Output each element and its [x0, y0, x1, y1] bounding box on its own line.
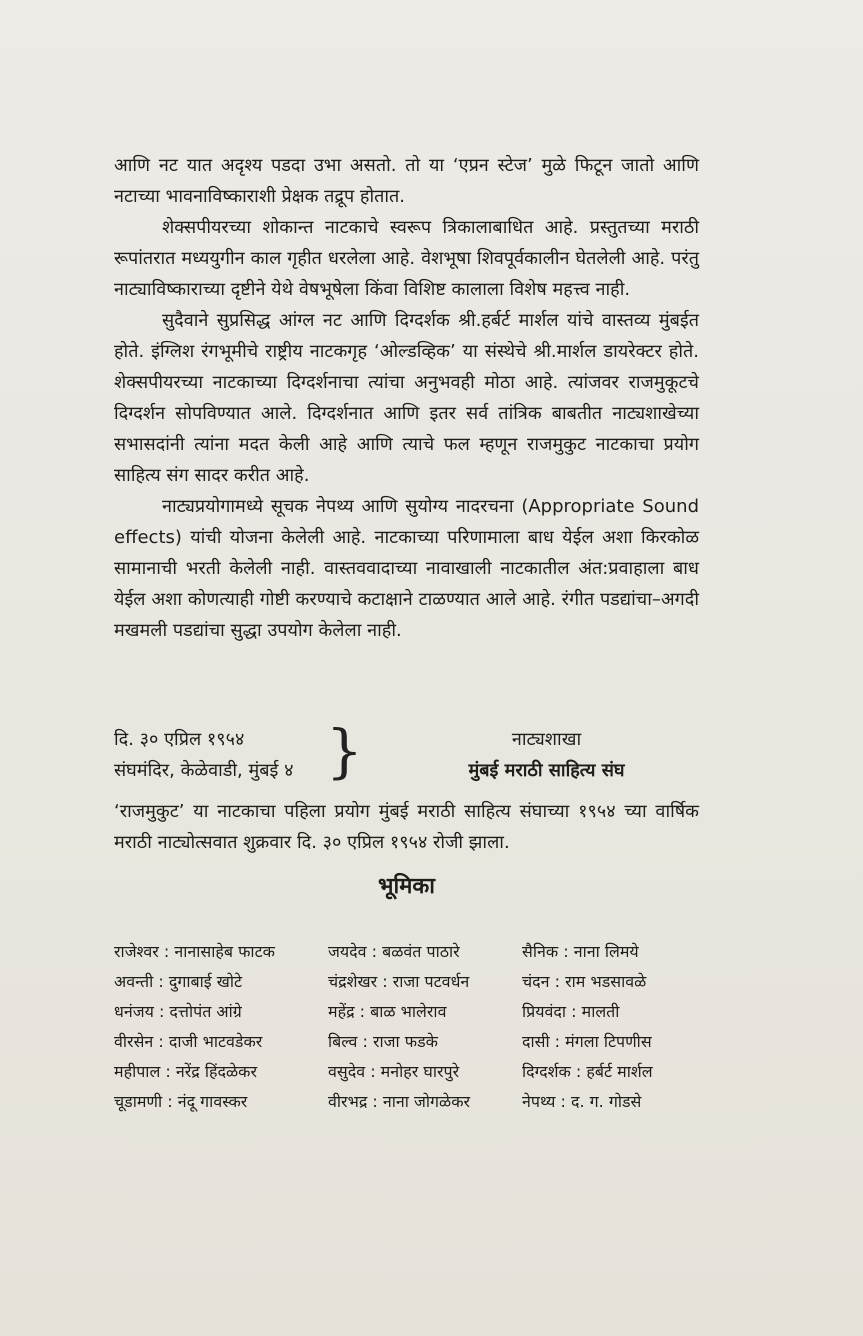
- signature-organization: मुंबई मराठी साहित्य संघ: [468, 760, 625, 781]
- cast-entry: अवन्ती : दुगाबाई खोटे: [114, 972, 243, 991]
- cast-entry: चूडामणी : नंदू गावस्कर: [114, 1092, 248, 1111]
- cast-row: [114, 1027, 699, 1057]
- signature-place: संघमंदिर, केळेवाडी, मुंबई ४: [114, 760, 294, 781]
- cast-entry: दिग्दर्शक : हर्बर्ट मार्शल: [522, 1062, 653, 1081]
- signature-right: [394, 724, 699, 786]
- cast-entry: जयदेव : बळवंत पाठारे: [328, 942, 460, 961]
- paragraph-2: शेक्सपीयरच्या शोकान्त नाटकाचे स्वरूप त्रिकालाबाधित आहे. प्रस्तुतच्या मराठी रूपांतरात मध्ययुगीन काल गृहीत धरलेला आहे. वेशभूषा शिवपूर्वकालीन घेतलेली आहे. परंतु नाट्याविष्काराच्या दृष्टीने येथे वेषभूषेला किंवा विशिष्ट कालाला विशेष महत्त्व नाही.: [114, 217, 699, 300]
- cast-heading: भूमिका: [378, 874, 435, 899]
- paragraph-3: सुदैवाने सुप्रसिद्ध आंग्ल नट आणि दिग्दर्शक श्री.हर्बर्ट मार्शल यांचे वास्तव्य मुंबईत होते. इंग्लिश रंगभूमीचे राष्ट्रीय नाटकगृह ‘ओल्डव्हिक’ या संस्थेचे श्री.मार्शल डायरेक्टर होते. शेक्सपीयरच्या नाटकाच्या दिग्दर्शनाचा त्यांचा अनुभवही मोठा आहे. त्यांजवर राजमुकूटचे दिग्दर्शन सोपविण्यात आले. दिग्दर्शनात आणि इतर सर्व तांत्रिक बाबतीत नाट्यशाखेच्या सभासदांनी त्यांना मदत केली आहे आणि त्याचे फल म्हणून राजमुकुट नाटकाचा प्रयोग साहित्य संग सादर करीत आहे.: [114, 310, 699, 486]
- signature-division: नाट्यशाखा: [511, 729, 582, 750]
- cast-entry: वसुदेव : मनोहर घारपुरे: [328, 1062, 460, 1081]
- cast-row: [114, 997, 699, 1027]
- cast-row: [114, 967, 699, 997]
- cast-entry: नेपथ्य : द. ग. गोडसे: [522, 1092, 642, 1111]
- cast-entry: महेंद्र : बाळ भालेराव: [328, 1002, 447, 1021]
- cast-entry: बिल्व : राजा फडके: [328, 1032, 438, 1051]
- cast-row: [114, 1057, 699, 1087]
- cast-entry: वीरभद्र : नाना जोगळेकर: [328, 1092, 471, 1111]
- cast-entry: प्रियवंदा : मालती: [522, 1002, 620, 1021]
- signature-date: दि. ३० एप्रिल १९५४: [114, 729, 245, 750]
- cast-entry: चंद्रशेखर : राजा पटवर्धन: [328, 972, 470, 991]
- cast-entry: धनंजय : दत्तोपंत आंग्रे: [114, 1002, 242, 1021]
- signature-block: [114, 717, 699, 790]
- signature-left: [114, 724, 293, 786]
- cast-entry: सैनिक : नाना लिमये: [522, 942, 639, 961]
- cast-entry: दासी : मंगला टिपणीस: [522, 1032, 652, 1051]
- cast-row: [114, 1087, 699, 1117]
- brace-symbol: }: [326, 717, 363, 785]
- premiere-note: [114, 796, 699, 858]
- cast-list: [114, 937, 699, 1117]
- cast-entry: राजेश्वर : नानासाहेब फाटक: [114, 942, 275, 961]
- paragraph-1: आणि नट यात अदृश्य पडदा उभा असतो. तो या ‘एप्रन स्टेज’ मुळे फिटून जातो आणि नटाच्या भावनाविष्काराशी प्रेक्षक तद्रूप होतात.: [114, 155, 699, 207]
- paragraph-4: नाट्यप्रयोगामध्ये सूचक नेपथ्य आणि सुयोग्य नादरचना (Appropriate Sound effects) यांची योजना केलेली आहे. नाटकाच्या परिणामाला बाध येईल अशा किरकोळ सामानाची भरती केलेली नाही. वास्तववादाच्या नावाखाली नाटकातील अंत:प्रवाहाला बाध येईल अशा कोणत्याही गोष्टी करण्याचे कटाक्षाने टाळण्यात आले आहे. रंगीत पडद्यांचा–अगदी मखमली पडद्यांचा सुद्धा उपयोग केलेला नाही.: [114, 496, 699, 641]
- premiere-note-text: ‘राजमुकुट’ या नाटकाचा पहिला प्रयोग मुंबई मराठी साहित्य संघाच्या १९५४ च्या वार्षिक मराठी नाट्योत्सवात शुक्रवार दि. ३० एप्रिल १९५४ रोजी झाला.: [114, 801, 699, 853]
- cast-entry: महीपाल : नरेंद्र हिंदळेकर: [114, 1062, 257, 1081]
- cast-entry: चंदन : राम भडसावळे: [522, 972, 647, 991]
- cast-row: [114, 937, 699, 967]
- cast-entry: वीरसेन : दाजी भाटवडेकर: [114, 1032, 263, 1051]
- body-text: [114, 150, 699, 646]
